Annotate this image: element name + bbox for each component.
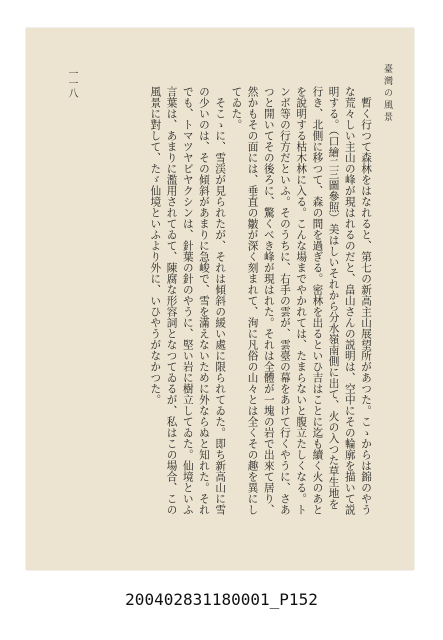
document-page xyxy=(26,28,414,570)
page-number: 一一八 xyxy=(66,68,77,98)
running-head: 臺灣の風景 xyxy=(382,64,392,124)
paragraph: 暫く行つて森林をはなれると、第七の新高主山展望所があつた。こゝからは錦のやうな荒々しい主山の峰が現はれるのだと、畠山さんの説明は、空中にその輪廓を描いて説明する。（口繪二三圖參照）美はしいそれから分水嶺南側に出て、火の入つた草生地を行き、北側に移つて、森の間を過ぎる。密林を出るといひ吉はことに迄も續く火のあとを說明する枯木林に入る。こんな場までやかれては、たまらないと腹立たしくなる。トンボ等の行方だといふ。そのうちに、右手の雲が、雲臺の幕をあけて行くやうに、さあつと開いてその後ろに、驚くべき峰が現はれた。それは全體が一塊の岩で出來て居り、然かもその面には、垂直の皺が深く刻まれて、洵に凡俗の山々とは全くその趣を異にしてゐた。 xyxy=(230,86,372,515)
image-id-caption: 200402831180001_P152 xyxy=(125,590,318,609)
paragraph: そこゝに、雪渓が見られたが、それは傾斜の緩い處に限られてゐた。即ち新高山に雪の少いのは、その傾斜があまりに急峻で、雪を滿えないために外ならぬと知れた。それでも、トマツヤビヤクシンは、針葉の針のやうに、堅い岩に樹立してゐた。仙境といふ言葉は、あまりに濫用されてゐて、陳腐な形容詞となつてゐるが、私はこの場合、この風景に對して、たゞ仙境といふより外に、いひやうがなかつた。 xyxy=(149,86,227,515)
body-text xyxy=(38,86,374,518)
